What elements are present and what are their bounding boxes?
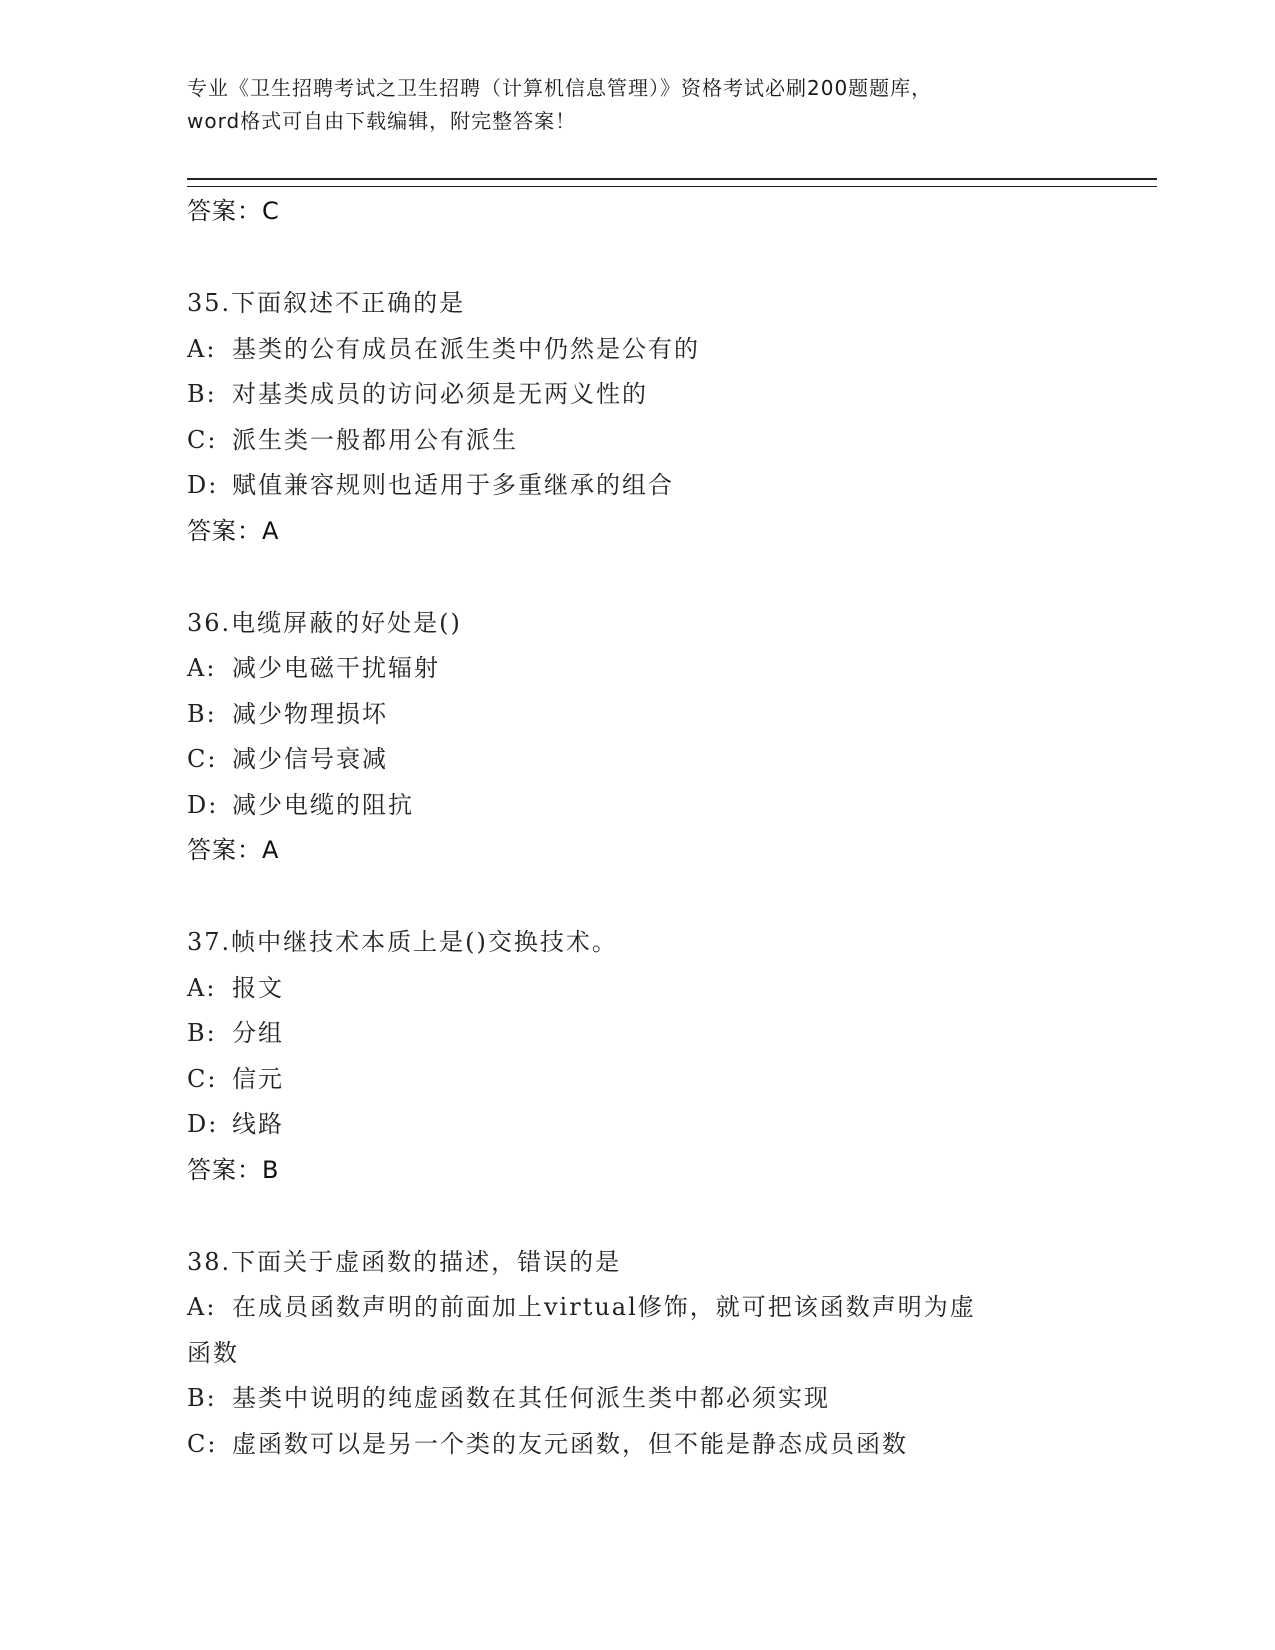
question-title: 35.下面叙述不正确的是	[187, 289, 466, 317]
option-text: 减少电磁干扰辐射	[232, 654, 440, 682]
option-d	[187, 463, 1087, 509]
option-letter: C:	[187, 1429, 218, 1458]
option-c	[187, 1422, 1087, 1468]
option-c	[187, 737, 1087, 783]
option-text: 虚函数可以是另一个类的友元函数，但不能是静态成员函数	[232, 1429, 908, 1458]
question-title: 38.下面关于虚函数的描述，错误的是	[187, 1247, 622, 1276]
answer-line: 答案：C	[187, 197, 280, 225]
option-a	[187, 327, 1087, 373]
header-line-2: word格式可自由下载编辑，附完整答案！	[187, 109, 577, 133]
option-c	[187, 418, 1087, 464]
option-text: 信元	[232, 1064, 284, 1093]
option-letter: D:	[187, 790, 219, 819]
question-title: 37.帧中继技术本质上是()交换技术。	[187, 928, 618, 956]
option-text: 派生类一般都用公有派生	[232, 425, 518, 454]
option-letter: B:	[187, 1384, 217, 1412]
option-c	[187, 1057, 1087, 1103]
option-d	[187, 1102, 1087, 1148]
option-text: 基类的公有成员在派生类中仍然是公有的	[232, 334, 700, 363]
option-letter: B:	[187, 380, 217, 408]
option-letter: C:	[187, 745, 218, 773]
option-text: 分组	[232, 1019, 284, 1047]
question-37	[187, 920, 1087, 1193]
option-text: 减少物理损坏	[232, 699, 388, 728]
option-text: 减少电缆的阻抗	[232, 790, 414, 819]
option-text: 基类中说明的纯虚函数在其任何派生类中都必须实现	[232, 1384, 830, 1412]
option-text: 对基类成员的访问必须是无两义性的	[232, 380, 648, 408]
answer-line: 答案：A	[187, 516, 280, 545]
option-letter: D:	[187, 471, 219, 499]
option-letter: A:	[187, 654, 217, 682]
option-text: 减少信号衰减	[232, 745, 388, 773]
option-text: 报文	[232, 973, 284, 1002]
option-b	[187, 1011, 1087, 1057]
document-body	[187, 189, 1087, 1514]
option-text: 函数	[187, 1338, 239, 1367]
option-letter: A:	[187, 1293, 217, 1321]
answer-line: 答案：A	[187, 836, 280, 864]
option-a	[187, 1285, 1087, 1331]
option-text: 在成员函数声明的前面加上virtual修饰，就可把该函数声明为虚	[232, 1293, 976, 1321]
question-title: 36.电缆屏蔽的好处是()	[187, 608, 462, 637]
option-text: 线路	[232, 1110, 284, 1138]
option-letter: B:	[187, 699, 217, 728]
answer-line: 答案：B	[187, 1155, 280, 1184]
header-line-1: 专业《卫生招聘考试之卫生招聘（计算机信息管理）》资格考试必刷200题题库，	[187, 76, 933, 100]
option-a-continued	[187, 1331, 1087, 1377]
option-b	[187, 1376, 1087, 1422]
question-36	[187, 601, 1087, 874]
option-letter: C:	[187, 425, 218, 454]
option-a	[187, 646, 1087, 692]
option-letter: B:	[187, 1019, 217, 1047]
option-a	[187, 966, 1087, 1012]
question-38	[187, 1240, 1087, 1468]
option-letter: D:	[187, 1110, 219, 1138]
option-text: 赋值兼容规则也适用于多重继承的组合	[232, 471, 674, 499]
question-35	[187, 281, 1087, 554]
option-letter: A:	[187, 973, 217, 1002]
document-header	[187, 72, 1087, 138]
option-letter: C:	[187, 1064, 218, 1093]
option-b	[187, 692, 1087, 738]
option-d	[187, 783, 1087, 829]
option-letter: A:	[187, 334, 217, 363]
header-divider	[187, 178, 1157, 187]
option-b	[187, 372, 1087, 418]
